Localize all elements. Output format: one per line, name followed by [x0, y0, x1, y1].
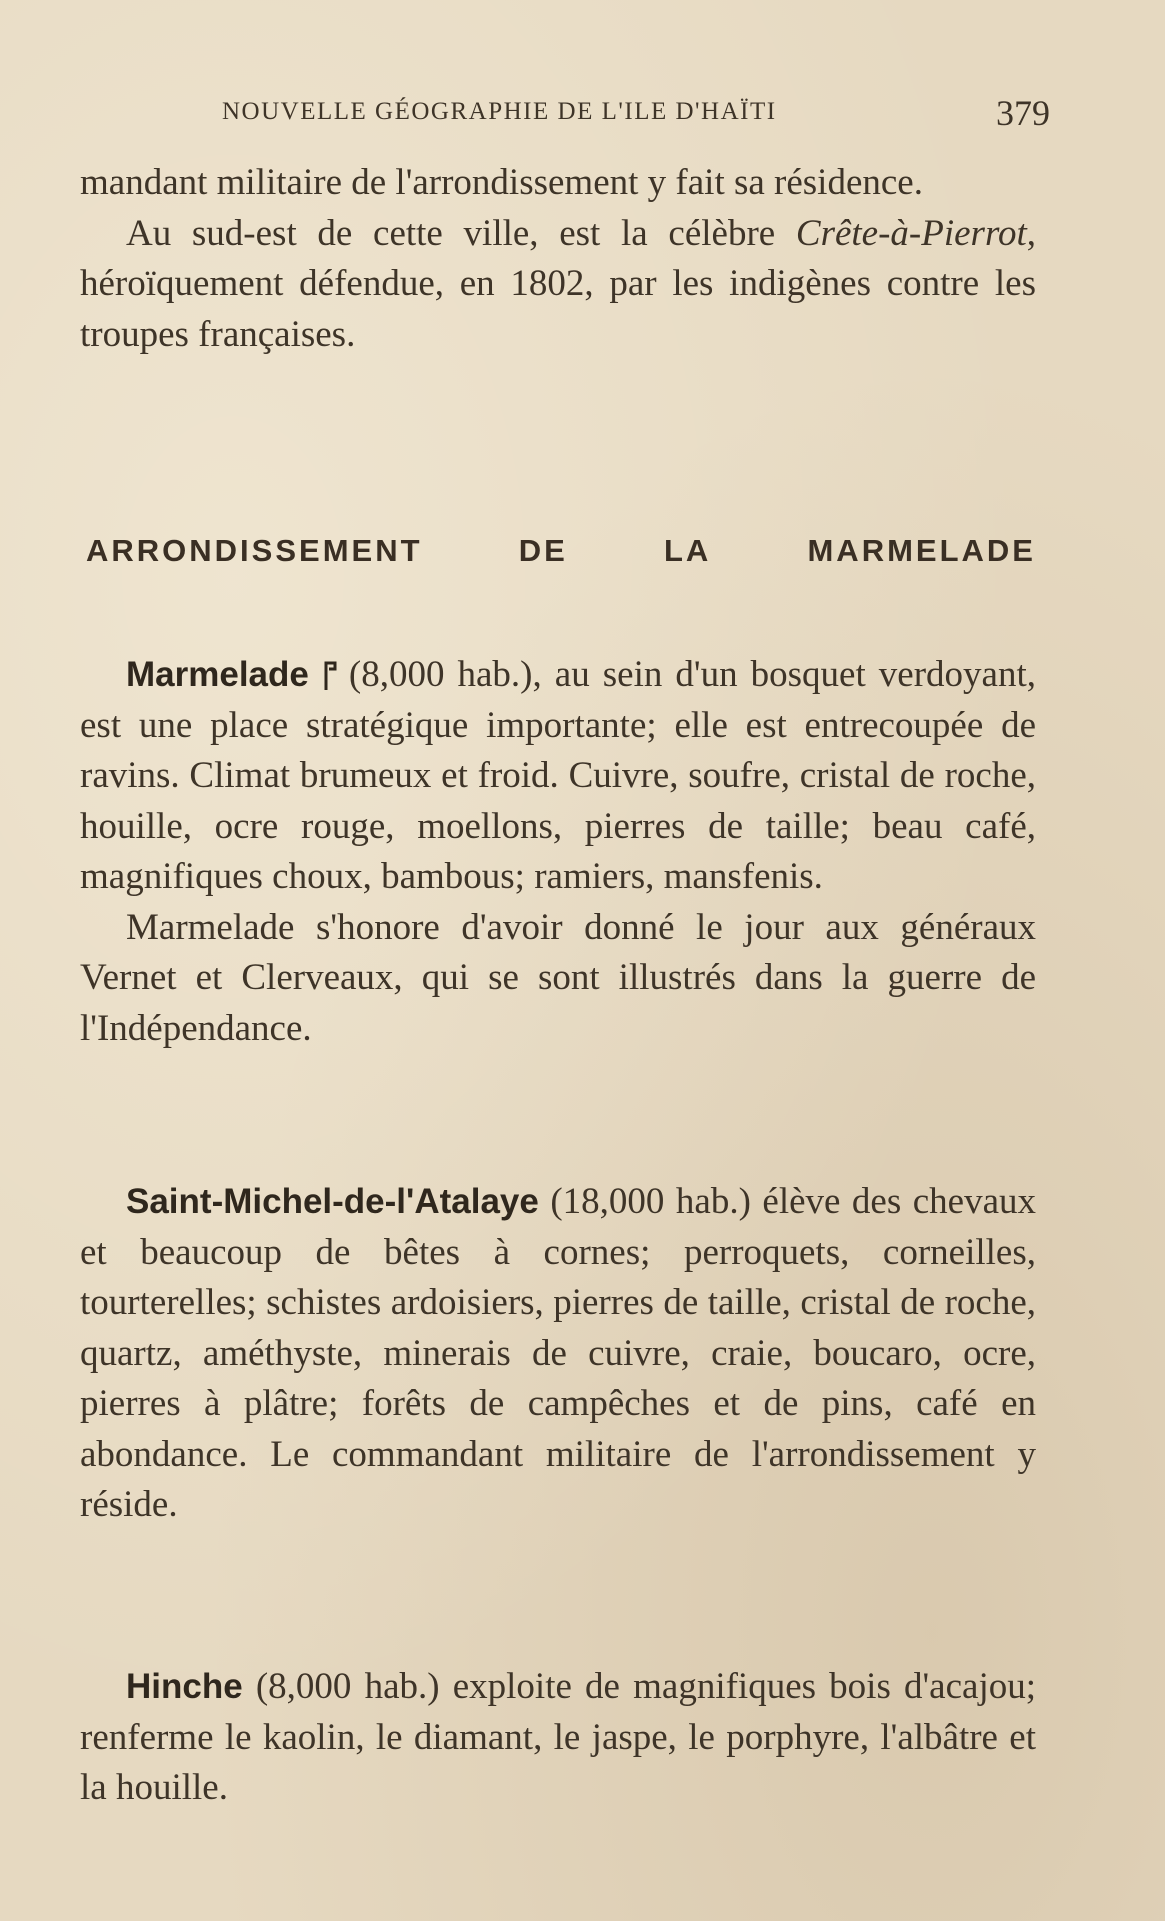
saint-michel-name: Saint-Michel-de-l'Atalaye	[126, 1182, 539, 1221]
hinche-paragraph	[80, 1662, 1036, 1814]
intro-text-after: , héroïquement défendue, en 1802, par les indigènes contre les troupes françaises.	[80, 212, 1036, 355]
section-word-1: ARRONDISSEMENT	[86, 533, 423, 568]
marmelade-name: Marmelade	[126, 655, 309, 694]
section-word-4: MARMELADE	[807, 533, 1036, 568]
marmelade-text: (8,000 hab.), au sein d'un bosquet verdoyant, est une place stratégique importante; elle est entrecoupée de ravins. Climat brumeux et froid. Cuivre, soufre, cristal de roche, houille, ocre rouge, moellons, pierres de taille; beau café, magnifiques choux, bambous; ramiers, mansfenis.	[80, 654, 1036, 897]
running-header	[222, 92, 1052, 142]
header-title: NOUVELLE GÉOGRAPHIE DE L'ILE D'HAÏTI	[222, 98, 777, 125]
saint-michel-paragraph	[80, 1177, 1036, 1531]
marmelade-entry	[80, 650, 1036, 1054]
flag-icon	[323, 660, 337, 690]
intro-paragraph-1: mandant militaire de l'arrondissement y fait sa résidence.	[80, 162, 923, 203]
section-word-2: DE	[518, 533, 568, 568]
section-word-3: LA	[663, 533, 712, 568]
page-number: 379	[996, 93, 1050, 133]
section-heading	[86, 533, 1036, 569]
intro-paragraph-2	[80, 209, 1036, 361]
marmelade-paragraph-1	[80, 650, 1036, 903]
intro-text-before: Au sud-est de cette ville, est la célèbre	[126, 212, 796, 254]
hinche-name: Hinche	[126, 1667, 243, 1706]
marmelade-paragraph-2: Marmelade s'honore d'avoir donné le jour aux généraux Vernet et Clerveaux, qui se sont illustrés dans la guerre de l'Indépendance.	[80, 906, 1036, 1049]
intro-block	[80, 158, 1036, 360]
hinche-entry	[80, 1662, 1036, 1814]
hinche-text: (8,000 hab.) exploite de magnifiques bois d'acajou; renferme le kaolin, le diamant, le jaspe, le porphyre, l'albâtre et la houille.	[80, 1666, 1037, 1808]
saint-michel-text: (18,000 hab.) élève des chevaux et beaucoup de bêtes à cornes; perroquets, corneilles, tourterelles; schistes ardoisiers, pierres de taille, cristal de roche, quartz, améthyste, minerais de cuivre, craie, boucaro, ocre, pierres à plâtre; forêts de campêches et de pins, café en abondance. Le commandant militaire de l'arrondissement y réside.	[80, 1181, 1037, 1525]
crete-a-pierrot-name: Crête-à-Pierrot	[795, 212, 1027, 254]
saint-michel-entry	[80, 1177, 1036, 1531]
